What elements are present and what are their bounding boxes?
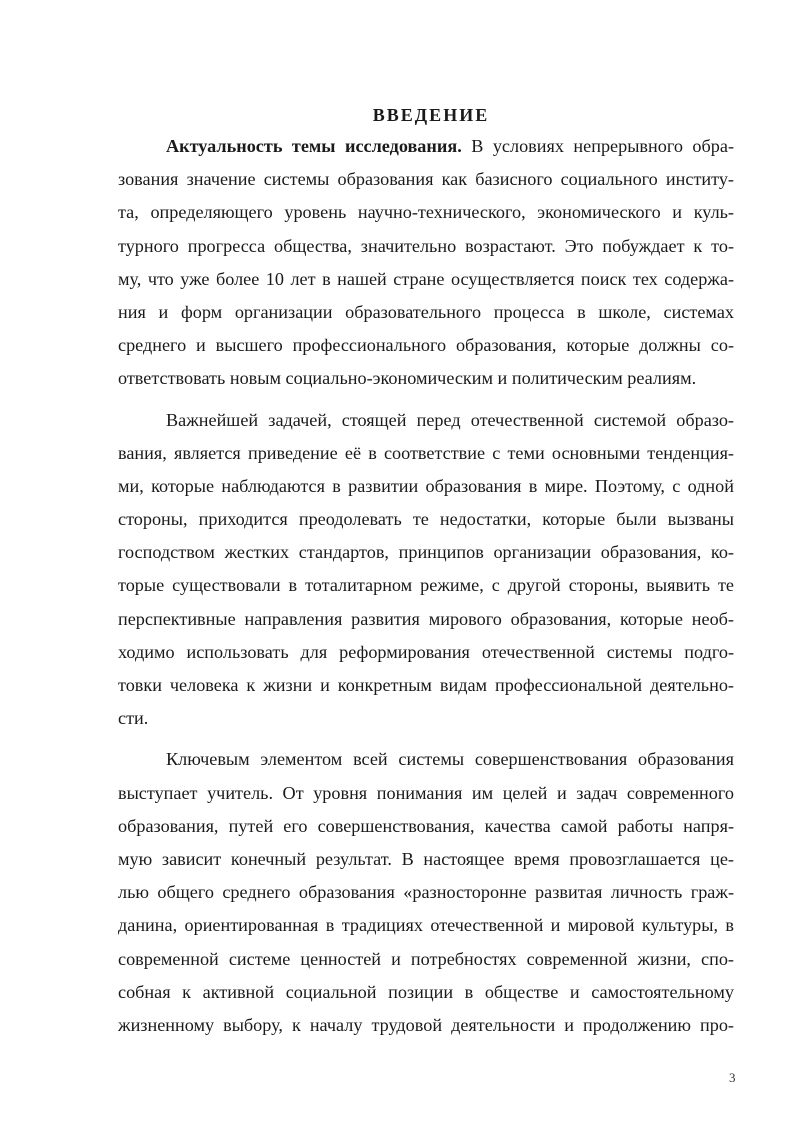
text-line: стороны, приходится преодолевать те недостатки, которые были вызваны [118,509,734,530]
text-line: Важнейшей задачей, стоящей перед отечественной системой образо- [166,409,734,430]
text-line: образования, путей его совершенствования, качества самой работы напря- [118,815,734,836]
page-number: 3 [729,1070,736,1085]
text-line: перспективные направления развития мирового образования, которые необ- [118,608,734,629]
text-line: ния и форм организации образовательного процесса в школе, системах [118,301,734,322]
text-line: выступает учитель. От уровня понимания им целей и задач современного [118,782,734,803]
text-line: мую зависит конечный результат. В настоящее время провозглашается це- [118,848,734,869]
text-line: господством жестких стандартов, принципов организации образования, ко- [118,542,734,563]
paragraph-gap [118,735,734,743]
text-line: лью общего среднего образования «разносторонне развитая личность граж- [118,882,734,903]
text-line: жизненному выбору, к началу трудовой деятельности и продолжению про- [118,1014,734,1035]
text-line: товки человека к жизни и конкретным видам профессиональной деятельно- [118,675,734,695]
paragraph-teacher [118,743,734,1042]
text-line: торые существовали в тоталитарном режиме, с другой стороны, выявить те [118,575,734,596]
paragraph-main-task [118,404,734,736]
text-line: зования значение системы образования как базисного социального институ- [118,169,734,190]
text-line: данина, ориентированная в традициях отечественной и мировой культуры, в [118,915,734,936]
paragraph-lead-bold: Актуальность темы исследования. [166,136,462,156]
text-line: сти. [118,708,149,729]
text-line: современной системе ценностей и потребностях современной жизни, спо- [118,948,734,969]
text-line: собная к активной социальной позиции в обществе и самостоятельному [118,981,734,1002]
text-line: среднего и высшего профессионального образования, которые должны со- [118,335,734,356]
text-line: Ключевым элементом всей системы совершенствования образования [166,749,734,770]
text-line: вания, является приведение её в соответствие с теми основными тенденция- [118,442,734,463]
paragraph-relevance [118,130,734,396]
text-line: турного прогресса общества, значительно возрастают. Это побуждает к то- [118,235,734,256]
paragraph-gap [118,396,734,404]
text-line: му, что уже более 10 лет в нашей стране осуществляется поиск тех содержа- [118,268,734,289]
page-heading: ВВЕДЕНИЕ [372,105,490,125]
text-line [118,130,734,163]
text-line: ходимо использовать для реформирования отечественной системы подго- [118,641,734,662]
text-line: ответствовать новым социально-экономическим и политическим реалиям. [118,368,697,389]
text-line: ми, которые наблюдаются в развитии образования в мире. Поэтому, с одной [118,475,734,496]
text-fragment: В условиях непрерывного обра- [461,136,734,156]
text-line: та, определяющего уровень научно-технического, экономического и куль- [118,202,734,223]
document-page [118,100,734,1042]
